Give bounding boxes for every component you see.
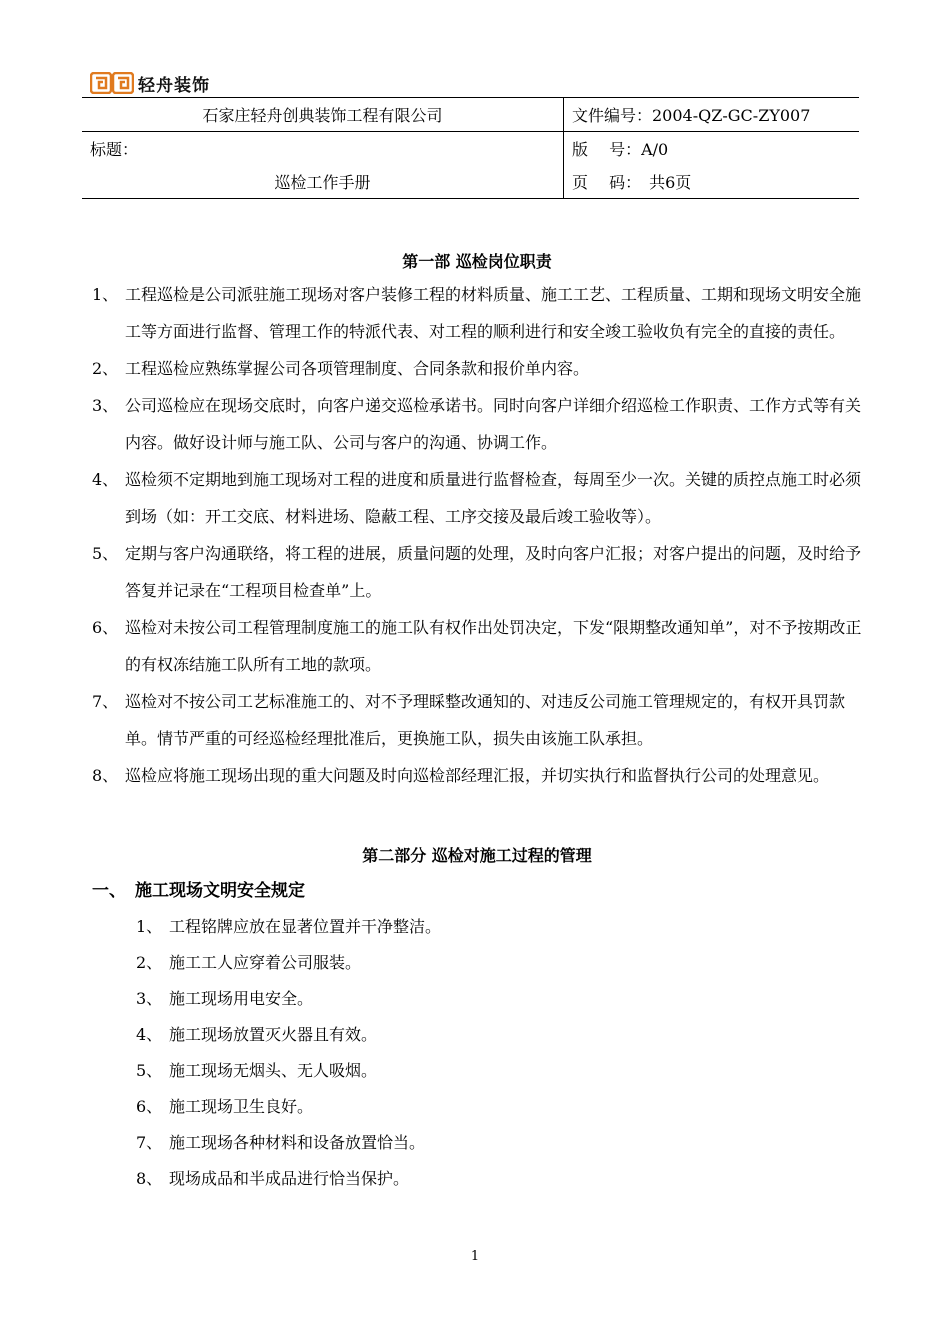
item-text: 施工现场无烟头、无人吸烟。	[169, 1061, 378, 1080]
item-number: 1、	[136, 917, 163, 936]
item-number: 1、	[92, 285, 119, 304]
list-item	[92, 276, 862, 350]
item-number: 8、	[92, 766, 119, 785]
list-item	[92, 981, 862, 1017]
part2-heading: 第二部分 巡检对施工过程的管理	[362, 846, 592, 865]
item-text: 施工工人应穿着公司服装。	[169, 953, 362, 972]
item-number: 2、	[136, 953, 163, 972]
item-text: 巡检对不按公司工艺标准施工的、对不予理睬整改通知的、对违反公司施工管理规定的，有权开具罚款单。情节严重的可经巡检经理批准后，更换施工队，损失由该施工队承担。	[125, 692, 846, 748]
list-item	[92, 945, 862, 981]
list-item	[92, 1089, 862, 1125]
company-name: 石家庄轻舟创典装饰工程有限公司	[82, 98, 564, 132]
document-header-table	[82, 97, 859, 199]
section-heading	[92, 877, 862, 905]
item-number: 4、	[92, 470, 119, 489]
item-text: 工程铭牌应放在显著位置并干净整洁。	[169, 917, 442, 936]
item-text: 工程巡检是公司派驻施工现场对客户装修工程的材料质量、施工工艺、工程质量、工期和现场文明安全施工等方面进行监督、管理工作的特派代表、对工程的顺利进行和安全竣工验收负有完全的直接的责任。	[125, 285, 862, 341]
company-logo	[90, 70, 210, 96]
list-item	[92, 1161, 862, 1197]
item-text: 施工现场放置灭火器且有效。	[169, 1025, 378, 1044]
list-item	[92, 1125, 862, 1161]
item-text: 巡检对未按公司工程管理制度施工的施工队有权作出处罚决定，下发“限期整改通知单”，对不予按期改正的有权冻结施工队所有工地的款项。	[125, 618, 862, 674]
list-item	[92, 1017, 862, 1053]
document-title: 巡检工作手册	[82, 165, 564, 199]
list-item	[92, 535, 862, 609]
item-number: 6、	[136, 1097, 163, 1116]
list-item	[92, 757, 862, 794]
item-number: 4、	[136, 1025, 163, 1044]
section-number: 一、	[92, 881, 126, 901]
list-item	[92, 683, 862, 757]
title-label: 标题：	[82, 132, 564, 166]
part1-heading: 第一部 巡检岗位职责	[402, 252, 552, 271]
page-number: 1	[470, 1249, 480, 1264]
item-number: 3、	[92, 396, 119, 415]
item-text: 巡检须不定期地到施工现场对工程的进度和质量进行监督检查，每周至少一次。关键的质控点施工时必须到场（如：开工交底、材料进场、隐蔽工程、工序交接及最后竣工验收等）。	[125, 470, 862, 526]
item-text: 现场成品和半成品进行恰当保护。	[169, 1169, 410, 1188]
list-item	[92, 350, 862, 387]
logo-mark-icon	[90, 72, 134, 94]
item-number: 3、	[136, 989, 163, 1008]
section-title: 施工现场文明安全规定	[135, 881, 305, 901]
page-count: 页 码： 共6页	[564, 165, 860, 199]
list-item	[92, 387, 862, 461]
document-body	[92, 248, 862, 1197]
logo-text: 轻舟装饰	[138, 75, 210, 96]
item-number: 5、	[92, 544, 119, 563]
item-text: 施工现场卫生良好。	[169, 1097, 314, 1116]
item-text: 巡检应将施工现场出现的重大问题及时向巡检部经理汇报，并切实执行和监督执行公司的处理意见。	[125, 766, 830, 785]
item-text: 工程巡检应熟练掌握公司各项管理制度、合同条款和报价单内容。	[125, 359, 590, 378]
list-item	[92, 609, 862, 683]
item-text: 定期与客户沟通联络，将工程的进展，质量问题的处理，及时向客户汇报；对客户提出的问题，及时给予答复并记录在“工程项目检查单”上。	[125, 544, 862, 600]
list-item	[92, 1053, 862, 1089]
list-item	[92, 909, 862, 945]
item-text: 公司巡检应在现场交底时，向客户递交巡检承诺书。同时向客户详细介绍巡检工作职责、工作方式等有关内容。做好设计师与施工队、公司与客户的沟通、协调工作。	[125, 396, 862, 452]
item-number: 8、	[136, 1169, 163, 1188]
list-item	[92, 461, 862, 535]
item-number: 2、	[92, 359, 119, 378]
document-number: 文件编号：2004-QZ-GC-ZY007	[564, 98, 860, 132]
item-number: 5、	[136, 1061, 163, 1080]
part1-list	[92, 276, 862, 794]
part2-list	[92, 909, 862, 1197]
item-number: 6、	[92, 618, 119, 637]
item-number: 7、	[92, 692, 119, 711]
version-number: 版 号：A/0	[572, 140, 669, 159]
item-text: 施工现场各种材料和设备放置恰当。	[169, 1133, 426, 1152]
item-text: 施工现场用电安全。	[169, 989, 314, 1008]
item-number: 7、	[136, 1133, 163, 1152]
